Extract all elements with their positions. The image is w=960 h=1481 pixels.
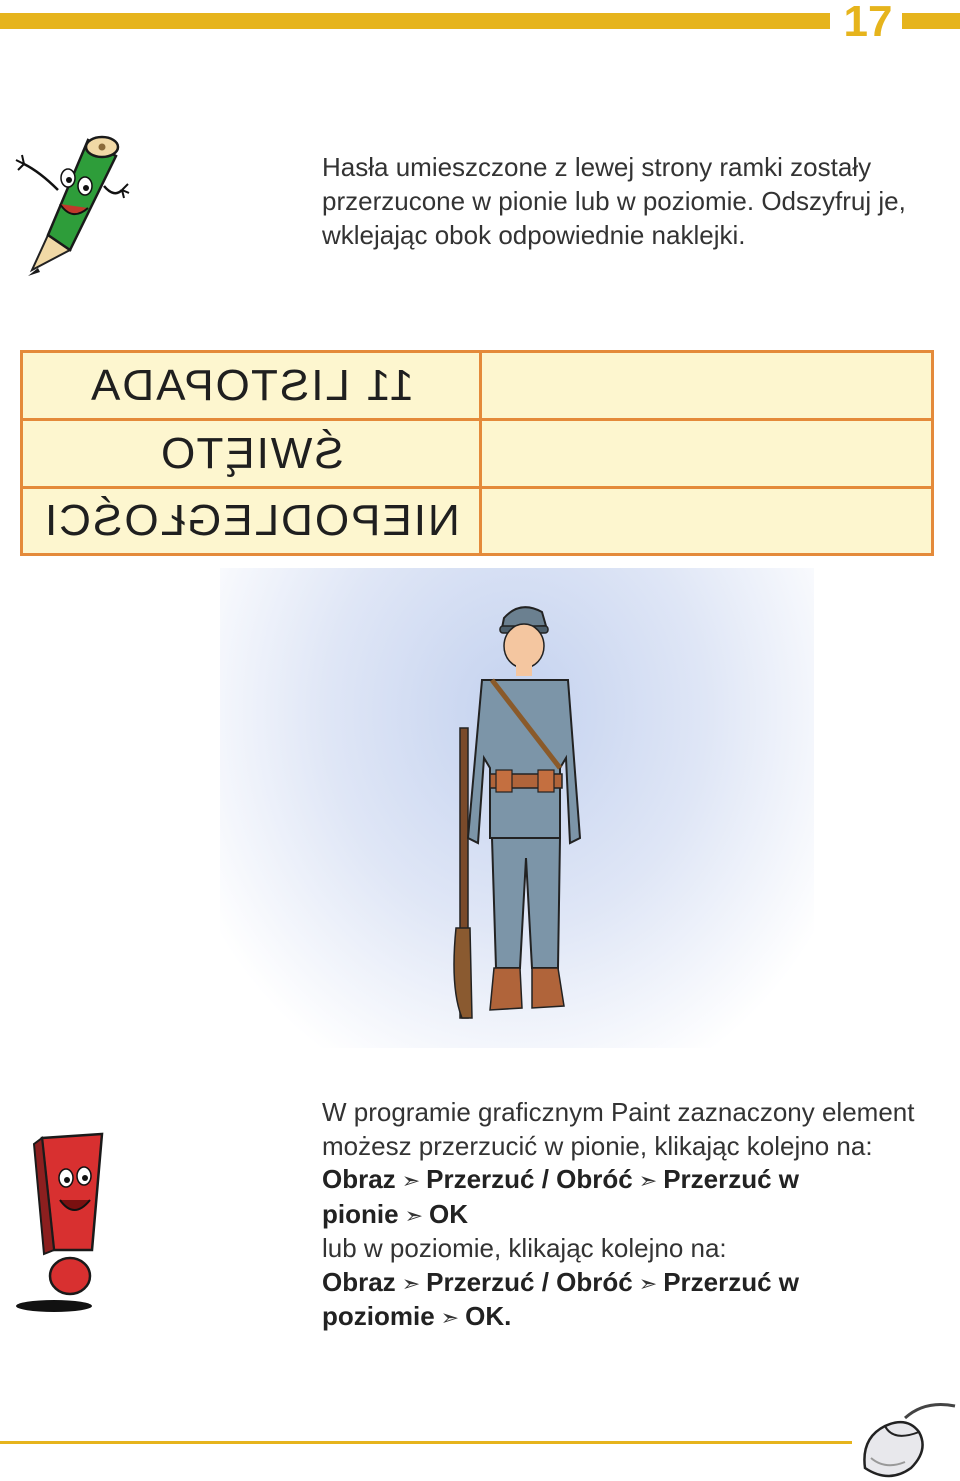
menu-step: OK.: [465, 1301, 512, 1331]
menu-step: Przerzuć w poziomie: [322, 1266, 800, 1331]
menu-sequence-horizontal: [322, 1266, 942, 1335]
menu-step: Przerzuć w pionie: [322, 1164, 800, 1229]
menu-step: Obraz: [322, 1164, 396, 1194]
puzzle-frame: [20, 350, 934, 556]
menu-sequence-vertical: [322, 1163, 942, 1232]
instructions-text: [322, 1096, 942, 1335]
answer-cell[interactable]: [479, 489, 931, 553]
answer-cell[interactable]: [479, 353, 931, 418]
menu-step: Obraz: [322, 1266, 396, 1297]
pencil-mascot-icon: [10, 120, 130, 280]
puzzle-row: [23, 421, 931, 489]
menu-step: Przerzuć / Obróć: [426, 1266, 633, 1297]
menu-step: OK: [429, 1198, 468, 1229]
arrow-icon: ➣: [404, 1202, 423, 1228]
exclamation-mascot-icon: [14, 1130, 114, 1320]
arrow-icon: ➣: [401, 1168, 421, 1193]
instructions-alt: lub w poziomie, klikając kolejno na:: [322, 1233, 727, 1263]
computer-mouse-icon: [855, 1398, 960, 1481]
mirrored-word-cell: [23, 421, 479, 486]
arrow-icon: ➣: [638, 1168, 658, 1193]
soldier-illustration: [420, 598, 620, 1028]
top-bar-right: [902, 13, 960, 29]
arrow-icon: ➣: [440, 1305, 460, 1330]
menu-step: Przerzuć / Obróć: [426, 1164, 633, 1194]
top-bar-left: [0, 13, 830, 29]
puzzle-row: [23, 353, 931, 421]
answer-cell[interactable]: [479, 421, 931, 486]
mirrored-word-cell: [23, 489, 479, 553]
mirrored-word: 11 LISTOPADA: [88, 360, 414, 410]
arrow-icon: ➣: [401, 1270, 421, 1296]
puzzle-row: [23, 489, 931, 553]
page-number: 17: [843, 0, 893, 46]
instructions-intro: W programie graficznym Paint zaznaczony element możesz przerzucić w pionie, klikając kolejno na:: [322, 1097, 915, 1161]
arrow-icon: ➣: [638, 1270, 658, 1296]
mirrored-word: NIEPODLEGŁOŚCI: [42, 496, 460, 545]
intro-text: Hasła umieszczone z lewej strony ramki zostały przerzucone w pionie lub w poziomie. Odszyfruj je, wklejając obok odpowiednie naklejki.: [322, 152, 906, 250]
mirrored-word-cell: [23, 353, 479, 418]
mirrored-word: ŚWIĘTO: [158, 428, 344, 478]
bottom-rule: [0, 1441, 852, 1444]
